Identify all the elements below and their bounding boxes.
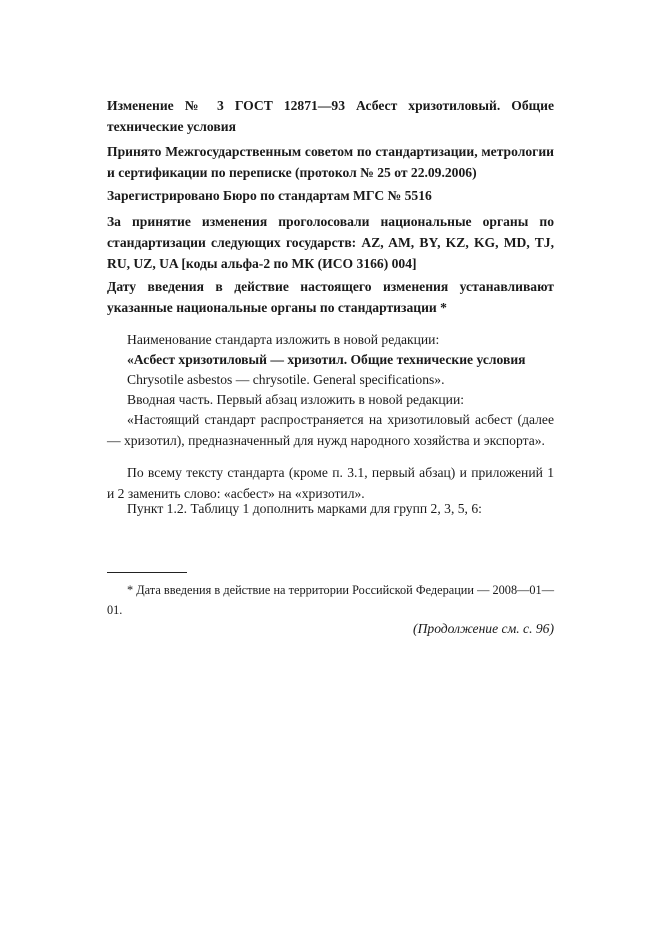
registration-statement: Зарегистрировано Бюро по стандартам МГС № 5516 [107,188,432,203]
adoption-statement: Принято Межгосударственным советом по стандартизации, метрологии и сертификации по переписке (протокол № 25 от 22.09.2006) [107,144,554,180]
amendment-title: Изменение № 3 ГОСТ 12871—93 Асбест хризотиловый. Общие технические условия [107,98,554,134]
body-paragraph-table-change: Пункт 1.2. Таблицу 1 дополнить марками для групп 2, 3, 5, 6: [127,501,482,516]
body-new-title-en: Chrysotile asbestos — chrysotile. General specifications». [127,372,445,387]
voting-statement: За принятие изменения проголосовали национальные органы по стандартизации следующих государств: AZ, AM, BY, KZ, KG, MD, TJ, RU, UZ, UA [коды альфа-2 по МК (ИСО 3166) 004] [107,214,554,271]
continuation-note: (Продолжение см. с. 96) [413,621,554,636]
body-paragraph-intro-change: Вводная часть. Первый абзац изложить в новой редакции: [127,392,464,407]
body-new-title-ru: «Асбест хризотиловый — хризотил. Общие технические условия [127,352,526,367]
footnote-separator [107,572,187,573]
body-paragraph-scope: «Настоящий стандарт распространяется на хризотиловый асбест (далее — хризотил), предназначенный для нужд народного хозяйства и экспорта». [107,412,554,448]
body-paragraph-replace-word: По всему тексту стандарта (кроме п. 3.1, первый абзац) и приложений 1 и 2 заменить слово: «асбест» на «хризотил». [107,465,554,501]
effective-date-statement: Дату введения в действие настоящего изменения устанавливают указанные национальные органы по стандартизации * [107,279,554,315]
body-paragraph-title-change: Наименование стандарта изложить в новой редакции: [127,332,440,347]
footnote: * Дата введения в действие на территории Российской Федерации — 2008—01—01. [107,583,554,617]
